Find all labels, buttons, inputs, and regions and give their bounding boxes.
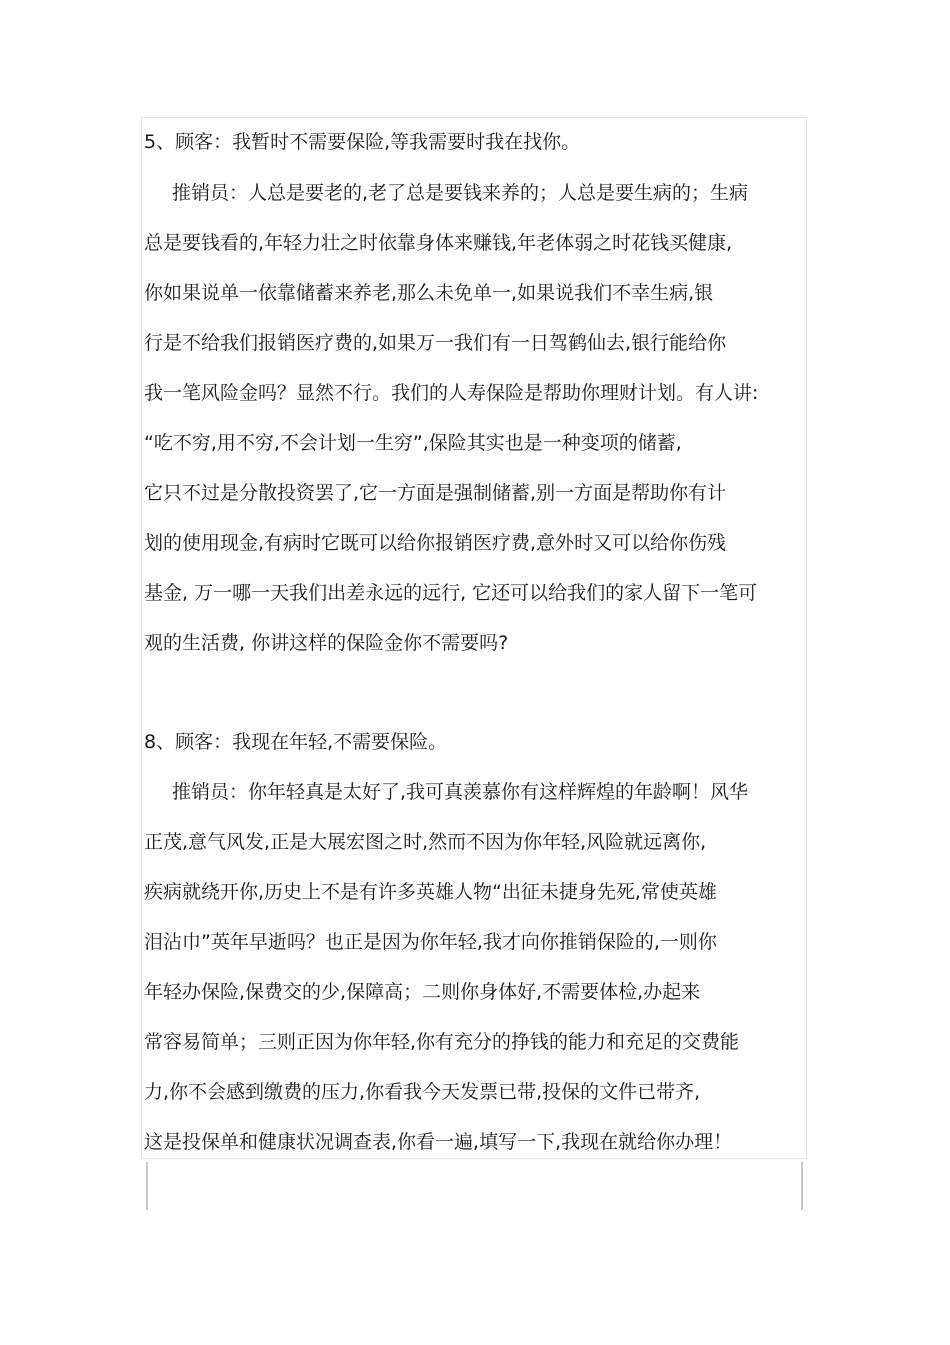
page-corner-mark-right	[801, 1162, 803, 1210]
answer-8-line: 常容易简单；三则正因为你年轻,你有充分的挣钱的能力和充足的交费能	[144, 1031, 740, 1053]
answer-8-line: 疾病就绕开你,历史上不是有许多英雄人物“出征未捷身先死,常使英雄	[144, 881, 717, 903]
answer-8-line: 推销员：你年轻真是太好了,我可真羡慕你有这样辉煌的年龄啊！风华	[172, 781, 749, 803]
question-8: 8、顾客：我现在年轻,不需要保险。	[144, 731, 448, 753]
answer-8-line: 泪沾巾”英年早逝吗？也正是因为你年轻,我才向你推销保险的,一则你	[144, 931, 717, 953]
answer-8-line: 正茂,意气风发,正是大展宏图之时,然而不因为你年轻,风险就远离你,	[144, 831, 707, 853]
answer-5-line: 推销员：人总是要老的,老了总是要钱来养的；人总是要生病的；生病	[172, 182, 749, 204]
answer-5-line: 你如果说单一依靠储蓄来养老,那么未免单一,如果说我们不幸生病,银	[144, 282, 714, 304]
question-5: 5、顾客：我暂时不需要保险,等我需要时我在找你。	[144, 131, 581, 153]
answer-5-line: 总是要钱看的,年轻力壮之时依靠身体来赚钱,年老体弱之时花钱买健康,	[144, 232, 733, 254]
answer-5-line: 划的使用现金,有病时它既可以给你报销医疗费,意外时又可以给你伤残	[144, 532, 727, 554]
answer-5-line: 它只不过是分散投资罢了,它一方面是强制储蓄,别一方面是帮助你有计	[144, 482, 727, 504]
answer-5-line: 行是不给我们报销医疗费的,如果万一我们有一日驾鹤仙去,银行能给你	[144, 332, 727, 354]
answer-5-line: “吃不穷,用不穷,不会计划一生穷”,保险其实也是一种变项的储蓄,	[144, 432, 682, 454]
answer-8-line: 这是投保单和健康状况调查表,你看一遍,填写一下,我现在就给你办理！	[144, 1131, 733, 1153]
answer-5-line: 我一笔风险金吗？显然不行。我们的人寿保险是帮助你理财计划。有人讲:	[144, 382, 759, 404]
answer-8-line: 年轻办保险,保费交的少,保障高；二则你身体好,不需要体检,办起来	[144, 981, 701, 1003]
answer-8-line: 力,你不会感到缴费的压力,你看我今天发票已带,投保的文件已带齐,	[144, 1081, 701, 1103]
page-corner-mark-left	[146, 1162, 148, 1210]
answer-5-line: 基金, 万一哪一天我们出差永远的远行, 它还可以给我们的家人留下一笔可	[144, 582, 758, 604]
answer-5-line: 观的生活费, 你讲这样的保险金你不需要吗?	[144, 632, 509, 654]
